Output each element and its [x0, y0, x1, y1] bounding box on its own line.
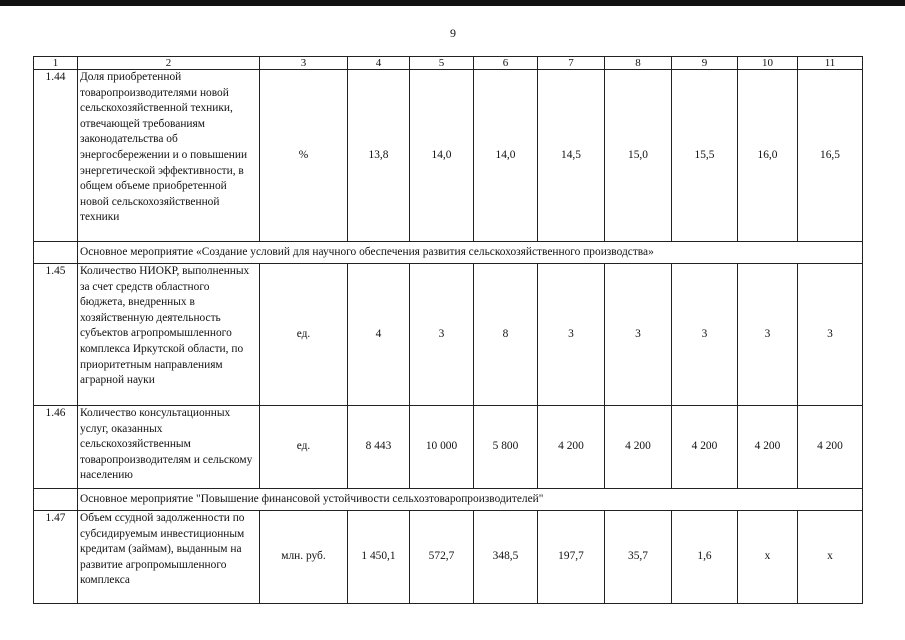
value-cell: 35,7	[605, 511, 672, 604]
value-cell: 4	[348, 264, 410, 406]
value-cell: 10 000	[410, 406, 474, 489]
value-cell: 3	[738, 264, 798, 406]
value-cell: 14,5	[538, 70, 605, 242]
section-row	[34, 242, 863, 264]
value-cell: 15,0	[605, 70, 672, 242]
header-cell: 4	[348, 57, 410, 70]
value-cell: 14,0	[474, 70, 538, 242]
value-cell: 8 443	[348, 406, 410, 489]
value-cell: 5 800	[474, 406, 538, 489]
value-cell: 4 200	[605, 406, 672, 489]
indicator-name: Количество НИОКР, выполненных за счет средств областного бюджета, внедренных в хозяйственную деятельность субъектов агропромышленного комплекса Иркутской области, по приоритетным направлениям аграрной науки	[78, 264, 260, 406]
value-cell: 572,7	[410, 511, 474, 604]
value-cell: 4 200	[538, 406, 605, 489]
value-cell: 4 200	[672, 406, 738, 489]
row-number: 1.44	[34, 70, 78, 242]
table-row	[34, 406, 863, 489]
value-cell: 8	[474, 264, 538, 406]
value-cell: 14,0	[410, 70, 474, 242]
value-cell: 16,5	[798, 70, 863, 242]
value-cell: 3	[538, 264, 605, 406]
unit-cell: ед.	[260, 264, 348, 406]
value-cell: 3	[798, 264, 863, 406]
header-cell: 11	[798, 57, 863, 70]
header-cell: 7	[538, 57, 605, 70]
value-cell: 4 200	[738, 406, 798, 489]
header-cell: 10	[738, 57, 798, 70]
section-title: Основное мероприятие «Создание условий для научного обеспечения развития сельскохозяйственного производства»	[78, 242, 863, 264]
header-cell: 6	[474, 57, 538, 70]
section-row	[34, 489, 863, 511]
unit-cell: %	[260, 70, 348, 242]
header-cell: 3	[260, 57, 348, 70]
unit-cell: ед.	[260, 406, 348, 489]
indicator-name: Количество консультационных услуг, оказанных сельскохозяйственным товаропроизводителям и сельскому населению	[78, 406, 260, 489]
indicator-name: Доля приобретенной товаропроизводителями новой сельскохозяйственной техники, отвечающей требованиям законодательства об энергосбережении и о повышении энергетической эффективности, в общем объеме приобретенной новой сельскохозяйственной техники	[78, 70, 260, 242]
section-title: Основное мероприятие "Повышение финансовой устойчивости сельхозтоваропроизводителей"	[78, 489, 863, 511]
header-cell: 2	[78, 57, 260, 70]
value-cell: 348,5	[474, 511, 538, 604]
header-cell: 1	[34, 57, 78, 70]
row-number: 1.45	[34, 264, 78, 406]
column-number-row	[34, 57, 863, 70]
unit-cell: млн. руб.	[260, 511, 348, 604]
table-row	[34, 264, 863, 406]
table-row	[34, 70, 863, 242]
value-cell: x	[738, 511, 798, 604]
value-cell: 16,0	[738, 70, 798, 242]
row-number: 1.46	[34, 406, 78, 489]
row-number: 1.47	[34, 511, 78, 604]
row-number	[34, 242, 78, 264]
header-cell: 9	[672, 57, 738, 70]
value-cell: 1 450,1	[348, 511, 410, 604]
value-cell: 4 200	[798, 406, 863, 489]
indicators-table	[33, 56, 863, 604]
header-cell: 5	[410, 57, 474, 70]
page-number: 9	[450, 26, 456, 40]
page-top-border	[0, 0, 905, 6]
value-cell: 13,8	[348, 70, 410, 242]
header-cell: 8	[605, 57, 672, 70]
value-cell: x	[798, 511, 863, 604]
value-cell: 1,6	[672, 511, 738, 604]
row-number	[34, 489, 78, 511]
value-cell: 3	[410, 264, 474, 406]
indicator-name: Объем ссудной задолженности по субсидируемым инвестиционным кредитам (займам), выданным на развитие агропромышленного комплекса	[78, 511, 260, 604]
value-cell: 197,7	[538, 511, 605, 604]
value-cell: 15,5	[672, 70, 738, 242]
value-cell: 3	[672, 264, 738, 406]
value-cell: 3	[605, 264, 672, 406]
table-row	[34, 511, 863, 604]
